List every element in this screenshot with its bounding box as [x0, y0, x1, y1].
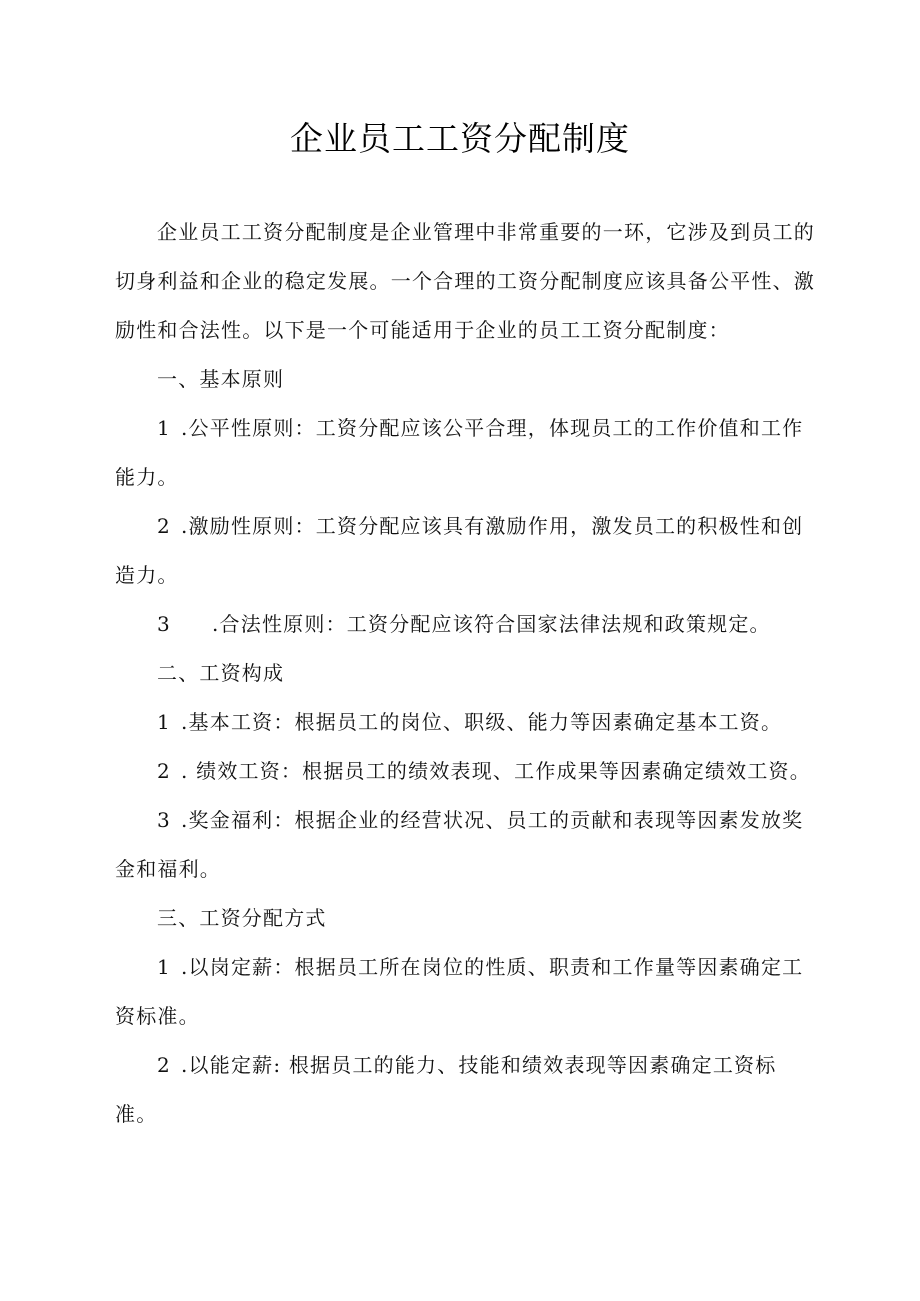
list-item [115, 796, 815, 894]
document-body [115, 208, 815, 1139]
item-text: .以岗定薪：根据员工所在岗位的性质、职责和工作量等因素确定工资标准。 [115, 955, 804, 1028]
list-item [115, 943, 815, 1041]
item-number: 1 [157, 710, 171, 734]
section-heading-salary-structure: 二、工资构成 [157, 661, 285, 685]
list-item [115, 502, 815, 600]
list-item [115, 747, 815, 796]
item-number: 1 [157, 955, 171, 979]
item-text: .基本工资：根据员工的岗位、职级、能力等因素确定基本工资。 [181, 710, 783, 734]
item-text: .公平性原则：工资分配应该公平合理，体现员工的工作价值和工作能力。 [115, 416, 804, 489]
list-item [115, 600, 815, 649]
section-heading-distribution-methods: 三、工资分配方式 [157, 906, 327, 930]
item-number: 2 [157, 514, 171, 538]
list-item [115, 404, 815, 502]
item-number: 2 [157, 1053, 171, 1077]
item-text: .以能定薪: 根据员工的能力、技能和绩效表现等因素确定工资标准。 [115, 1053, 777, 1126]
item-text: .激励性原则：工资分配应该具有激励作用，激发员工的积极性和创造力。 [115, 514, 804, 587]
item-number: 1 [157, 416, 171, 440]
item-text: . 绩效工资：根据员工的绩效表现、工作成果等因素确定绩效工资。 [181, 759, 811, 783]
list-item [115, 698, 815, 747]
intro-paragraph: 企业员工工资分配制度是企业管理中非常重要的一环，它涉及到员工的切身利益和企业的稳定发展。一个合理的工资分配制度应该具备公平性、激励性和合法性。以下是一个可能适用于企业的员工工资分配制度： [115, 220, 815, 342]
item-text: .合法性原则：工资分配应该符合国家法律法规和政策规定。 [212, 612, 771, 636]
section-heading-basic-principles: 一、基本原则 [157, 367, 285, 391]
item-number: 2 [157, 759, 171, 783]
document-title: 企业员工工资分配制度 [290, 119, 630, 158]
item-text: .奖金福利：根据企业的经营状况、员工的贡献和表现等因素发放奖金和福利。 [115, 808, 804, 881]
list-item [115, 1041, 815, 1139]
item-number: 3 [157, 612, 171, 636]
item-number: 3 [157, 808, 171, 832]
